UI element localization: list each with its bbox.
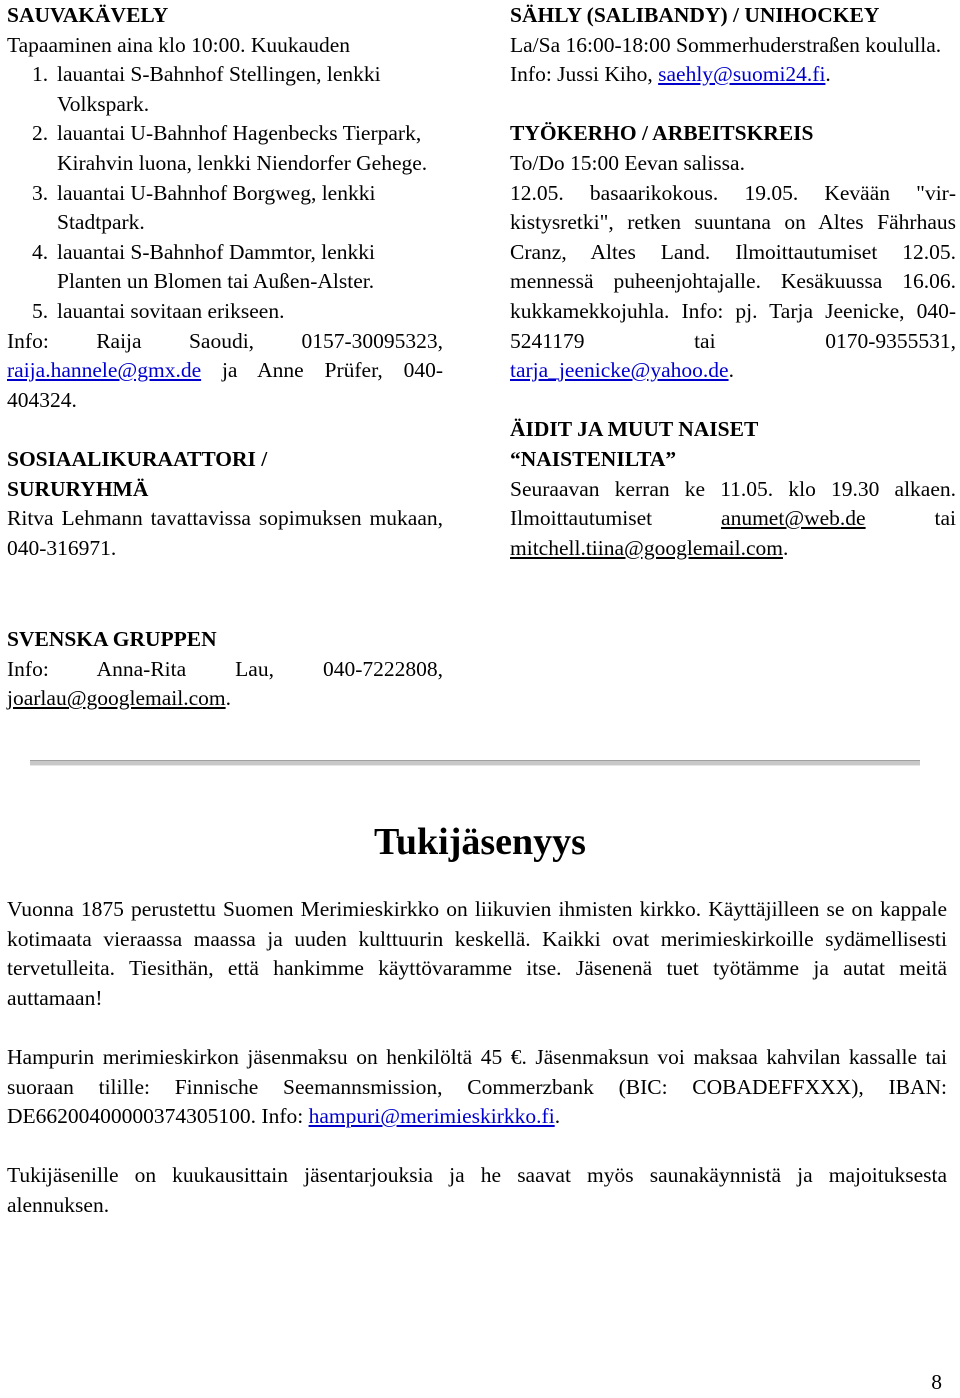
sosiaali-text: Ritva Lehmann tavattavissa sopimuksen mukaan, 040-316971. <box>7 506 443 560</box>
sahly-heading: SÄHLY (SALIBANDY) / UNIHOCKEY <box>510 3 880 27</box>
hampuri-email-link[interactable]: hampuri@merimieskirkko.fi <box>308 1104 555 1129</box>
sahly-section <box>510 1 956 90</box>
joarlau-email-link[interactable]: joarlau@googlemail.com <box>7 686 226 711</box>
sosiaali-section <box>7 445 443 563</box>
svenska-section <box>7 625 443 714</box>
list-item: 1. lauantai S-Bahnhof Stellingen, lenkki Volkspark. <box>32 62 381 116</box>
right-column <box>510 1 956 563</box>
list-item: 3. lauantai U-Bahnhof Borgweg, lenkki Stadtpark. <box>32 180 376 235</box>
saehly-email-link[interactable]: saehly@suomi24.fi <box>658 62 826 87</box>
tukijasenyys-body <box>7 895 947 1250</box>
sosiaali-heading-2: SURURYHMÄ <box>7 476 149 501</box>
tukijasenyys-paragraph-3: Tukijäsenille on kuukausittain jäsentarjouksia ja he saavat myös saunakäynnistä ja majoituksesta alennuksen. <box>7 1163 947 1217</box>
sahly-text: La/Sa 16:00-18:00 Sommerhuderstraßen koululla. Info: Jussi Kiho, saehly@suomi24.fi. <box>510 32 942 87</box>
list-item: 4. lauantai S-Bahnhof Dammtor, lenkki Planten un Blomen tai Außen-Alster. <box>32 239 375 294</box>
tukijasenyys-paragraph-2: Hampurin merimieskirkon jäsenmaksu on henkilöltä 45 €. Jäsenmaksun voi maksaa kahvilan kassalle tai suoraan tilille: Finnische Seemannsmission, Commerzbank (BIC: COBADEFFXXX), IBAN: DE66200400000374305100. Info: hampuri@merimieskirkko.fi. <box>7 1044 947 1129</box>
sosiaali-heading-1: SOSIAALIKURAATTORI / <box>7 446 268 471</box>
tukijasenyys-title: Tukijäsenyys <box>374 821 586 863</box>
tukijasenyys-paragraph-1: Vuonna 1875 perustettu Suomen Merimieskirkko on liikuvien ihmisten kirkko. Käyttäjilleen se on kappale kotimaata vieraassa maassa ja uuden kulttuurin keskellä. Kaikki ovat merimieskirkoille sydämellisesti tervetulleita. Tiesithän, että hankimme käyttövaramme itse. Jäsenenä tuet työtämme ja autat meitä auttamaan! <box>7 897 947 1010</box>
page-number: 8 <box>931 1370 942 1394</box>
anumet-email-link[interactable]: anumet@web.de <box>721 506 866 531</box>
aidit-heading-1: ÄIDIT JA MUUT NAISET <box>510 417 759 442</box>
sauvakavely-list <box>7 60 443 326</box>
tyokerho-heading: TYÖKERHO / ARBEITSKREIS <box>510 121 814 146</box>
svenska-info: Info: Anna-Rita Lau, 040-7222808, <box>7 656 443 681</box>
aidit-heading-2: “NAISTENILTA” <box>510 446 677 471</box>
mitchell-email-link[interactable]: mitchell.tiina@googlemail.com <box>510 535 783 560</box>
tyokerho-section <box>510 119 956 385</box>
raija-email-link[interactable]: raija.hannele@gmx.de <box>7 358 202 383</box>
tarja-email-link[interactable]: tarja_jeenicke@yahoo.de <box>510 358 729 383</box>
tyokerho-text: 12.05. basaarikokous. 19.05. Kevään "virkistysretki", retken suuntana on Altes Fährhaus Cranz, Altes Land. Ilmoittautumiset 12.05. mennessä puheenjohtajalle. Kesäkuussa 16.06. kukkamekkojuhla. Info: pj. Tarja Jeenicke, 040-5241179 tai 0170-9355531, tarja_jeenicke@yahoo.de. <box>510 180 956 383</box>
sauvakavely-heading: SAUVAKÄVELY <box>7 3 169 27</box>
left-column <box>7 1 443 563</box>
sauvakavely-info: Info: Raija Saoudi, 0157-30095323, raija.hannele@gmx.de ja Anne Prüfer, 040-404324. <box>7 328 443 412</box>
tyokerho-line1: To/Do 15:00 Eevan salissa. <box>510 150 745 175</box>
list-item: 5. lauantai sovitaan erikseen. <box>32 298 285 323</box>
list-item: 2. lauantai U-Bahnhof Hagenbecks Tierpark, Kirahvin luona, lenkki Niendorfer Gehege. <box>32 121 428 175</box>
svenska-heading: SVENSKA GRUPPEN <box>7 627 217 651</box>
horizontal-divider <box>30 760 920 766</box>
sauvakavely-section <box>7 1 443 415</box>
svenska-email-line: joarlau@googlemail.com. <box>7 686 231 711</box>
aidit-section <box>510 415 956 563</box>
sauvakavely-intro: Tapaaminen aina klo 10:00. Kuukauden <box>7 32 350 57</box>
aidit-text: Seuraavan kerran ke 11.05. klo 19.30 alkaen. Ilmoittautumiset anumet@web.de tai mitchell.tiina@googlemail.com. <box>510 476 956 560</box>
